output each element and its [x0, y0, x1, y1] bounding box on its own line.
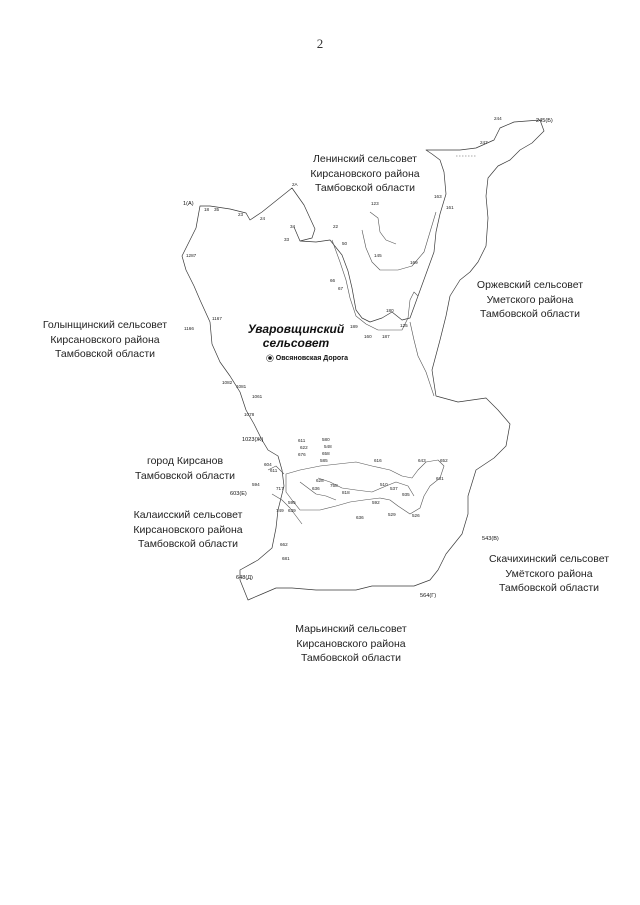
point-label: 2А	[292, 182, 298, 187]
point-label: 935	[402, 492, 410, 497]
point-label: 537	[390, 486, 398, 491]
point-label: 169	[410, 260, 418, 265]
point-label: 749	[276, 508, 284, 513]
region-line: Калаисский сельсовет	[133, 509, 243, 521]
point-label: 67	[338, 286, 344, 291]
point-label: 34	[290, 224, 296, 229]
region-line: Тамбовской области	[300, 652, 402, 664]
point-label: 1287	[186, 253, 197, 258]
point-label: 160	[364, 334, 372, 339]
point-label: 652	[440, 458, 448, 463]
point-label: 636	[356, 515, 364, 520]
region-line: Тамбовской области	[498, 582, 600, 594]
point-label: 1023(Ж)	[242, 437, 264, 443]
main-title-line: Уваровщинский	[247, 322, 345, 336]
point-label: 818	[342, 490, 350, 495]
main-title-line: сельсовет	[262, 336, 330, 350]
settlement-name: Овсяновская Дорога	[275, 355, 349, 362]
point-label: 1166	[184, 326, 194, 331]
point-label: 33	[284, 237, 290, 242]
point-label: 1(А)	[183, 201, 194, 207]
region-line: Ленинский сельсовет	[313, 153, 417, 165]
point-label: 145	[374, 253, 382, 258]
region-line: Голынщинский сельсовет	[42, 319, 168, 331]
point-label: 585	[320, 458, 328, 463]
point-label: 1081	[236, 384, 247, 389]
point-label: 594	[252, 482, 260, 487]
point-label: 125	[400, 323, 408, 328]
point-label: 245(Б)	[536, 118, 553, 124]
region-line: Тамбовской области	[314, 182, 416, 194]
point-label: 548	[324, 444, 332, 449]
point-label: 631	[436, 476, 444, 481]
region-line: Тамбовской области	[479, 308, 581, 320]
point-label: 648(Д)	[236, 575, 253, 581]
point-label: 604	[264, 462, 272, 467]
inner-boundary-east	[362, 212, 436, 270]
point-label: 595	[288, 500, 296, 505]
point-label: 636	[312, 486, 320, 491]
region-line: Кирсановского района	[310, 167, 420, 180]
point-label: 639	[288, 508, 296, 513]
point-label: 244	[494, 116, 502, 121]
point-label: 592	[372, 500, 380, 505]
enclave-boundary	[286, 460, 444, 514]
region-label-golynshchinsky	[40, 318, 170, 362]
region-line: Скачихинский сельсовет	[488, 553, 610, 565]
point-label: 658	[322, 451, 330, 456]
region-line: Тамбовской области	[54, 348, 156, 360]
point-label: 23	[238, 212, 244, 217]
region-line: Кирсановского района	[133, 523, 243, 536]
point-label: 163	[434, 194, 442, 199]
inner-boundary-middle	[410, 322, 434, 396]
point-label: 187	[382, 334, 390, 339]
region-label-kirsanov	[130, 454, 240, 483]
point-label: 50	[342, 241, 348, 246]
point-label: 676	[298, 452, 306, 457]
point-label: 1167	[212, 316, 222, 321]
region-line: город Кирсанов	[146, 455, 224, 467]
region-label-skachikhinsky	[484, 552, 614, 596]
point-label: 681	[282, 556, 290, 561]
region-line: Уметского района	[486, 293, 574, 306]
point-label: 35	[214, 207, 220, 212]
point-label: 643	[418, 458, 426, 463]
point-label: 1061	[252, 394, 263, 399]
point-label: 180	[386, 308, 394, 313]
region-label-maryinsky	[286, 622, 416, 666]
point-label: 564(Г)	[420, 593, 437, 599]
point-label: 611	[270, 468, 278, 473]
point-label: 611	[298, 438, 306, 443]
region-line: Кирсановского района	[50, 333, 160, 346]
region-line: Кирсановского района	[296, 637, 406, 650]
region-label-kalaissky	[128, 508, 248, 552]
point-label: 758	[330, 483, 338, 488]
point-label: 603(Е)	[230, 491, 247, 497]
point-label: 628	[316, 478, 324, 483]
settlement-label	[266, 354, 348, 362]
point-label: 543(В)	[482, 536, 499, 542]
region-label-orzhevsky	[470, 278, 590, 322]
point-label: 22	[333, 224, 339, 229]
main-title	[236, 322, 356, 350]
point-label: 662	[280, 542, 288, 547]
point-label: 247	[480, 140, 488, 145]
region-line: Тамбовской области	[134, 469, 236, 482]
region-label-leninsky	[300, 152, 430, 196]
point-label: 24	[260, 216, 266, 221]
point-label: 717	[276, 486, 284, 491]
settlement-icon: ◯	[266, 355, 274, 362]
region-line: Умётского района	[505, 567, 593, 580]
region-line: Оржевский сельсовет	[476, 279, 584, 291]
point-label: 510	[380, 482, 388, 487]
point-label: 123	[371, 201, 379, 206]
point-label: 1082	[222, 380, 233, 385]
point-label: 161	[446, 205, 454, 210]
point-label: 622	[300, 445, 308, 450]
point-label: 580	[322, 437, 330, 442]
point-label: 526	[412, 513, 420, 518]
point-label: 189	[350, 324, 358, 329]
point-label: 616	[374, 458, 382, 463]
region-line: Марьинский сельсовет	[295, 623, 407, 635]
point-label: 18	[204, 207, 210, 212]
point-label: 1078	[244, 412, 255, 417]
page-number: 2	[316, 36, 324, 51]
region-line: Тамбовской области	[137, 538, 239, 550]
point-label: 66	[330, 278, 336, 283]
inner-boundary-ridge	[370, 212, 396, 244]
point-label: 529	[388, 512, 396, 517]
